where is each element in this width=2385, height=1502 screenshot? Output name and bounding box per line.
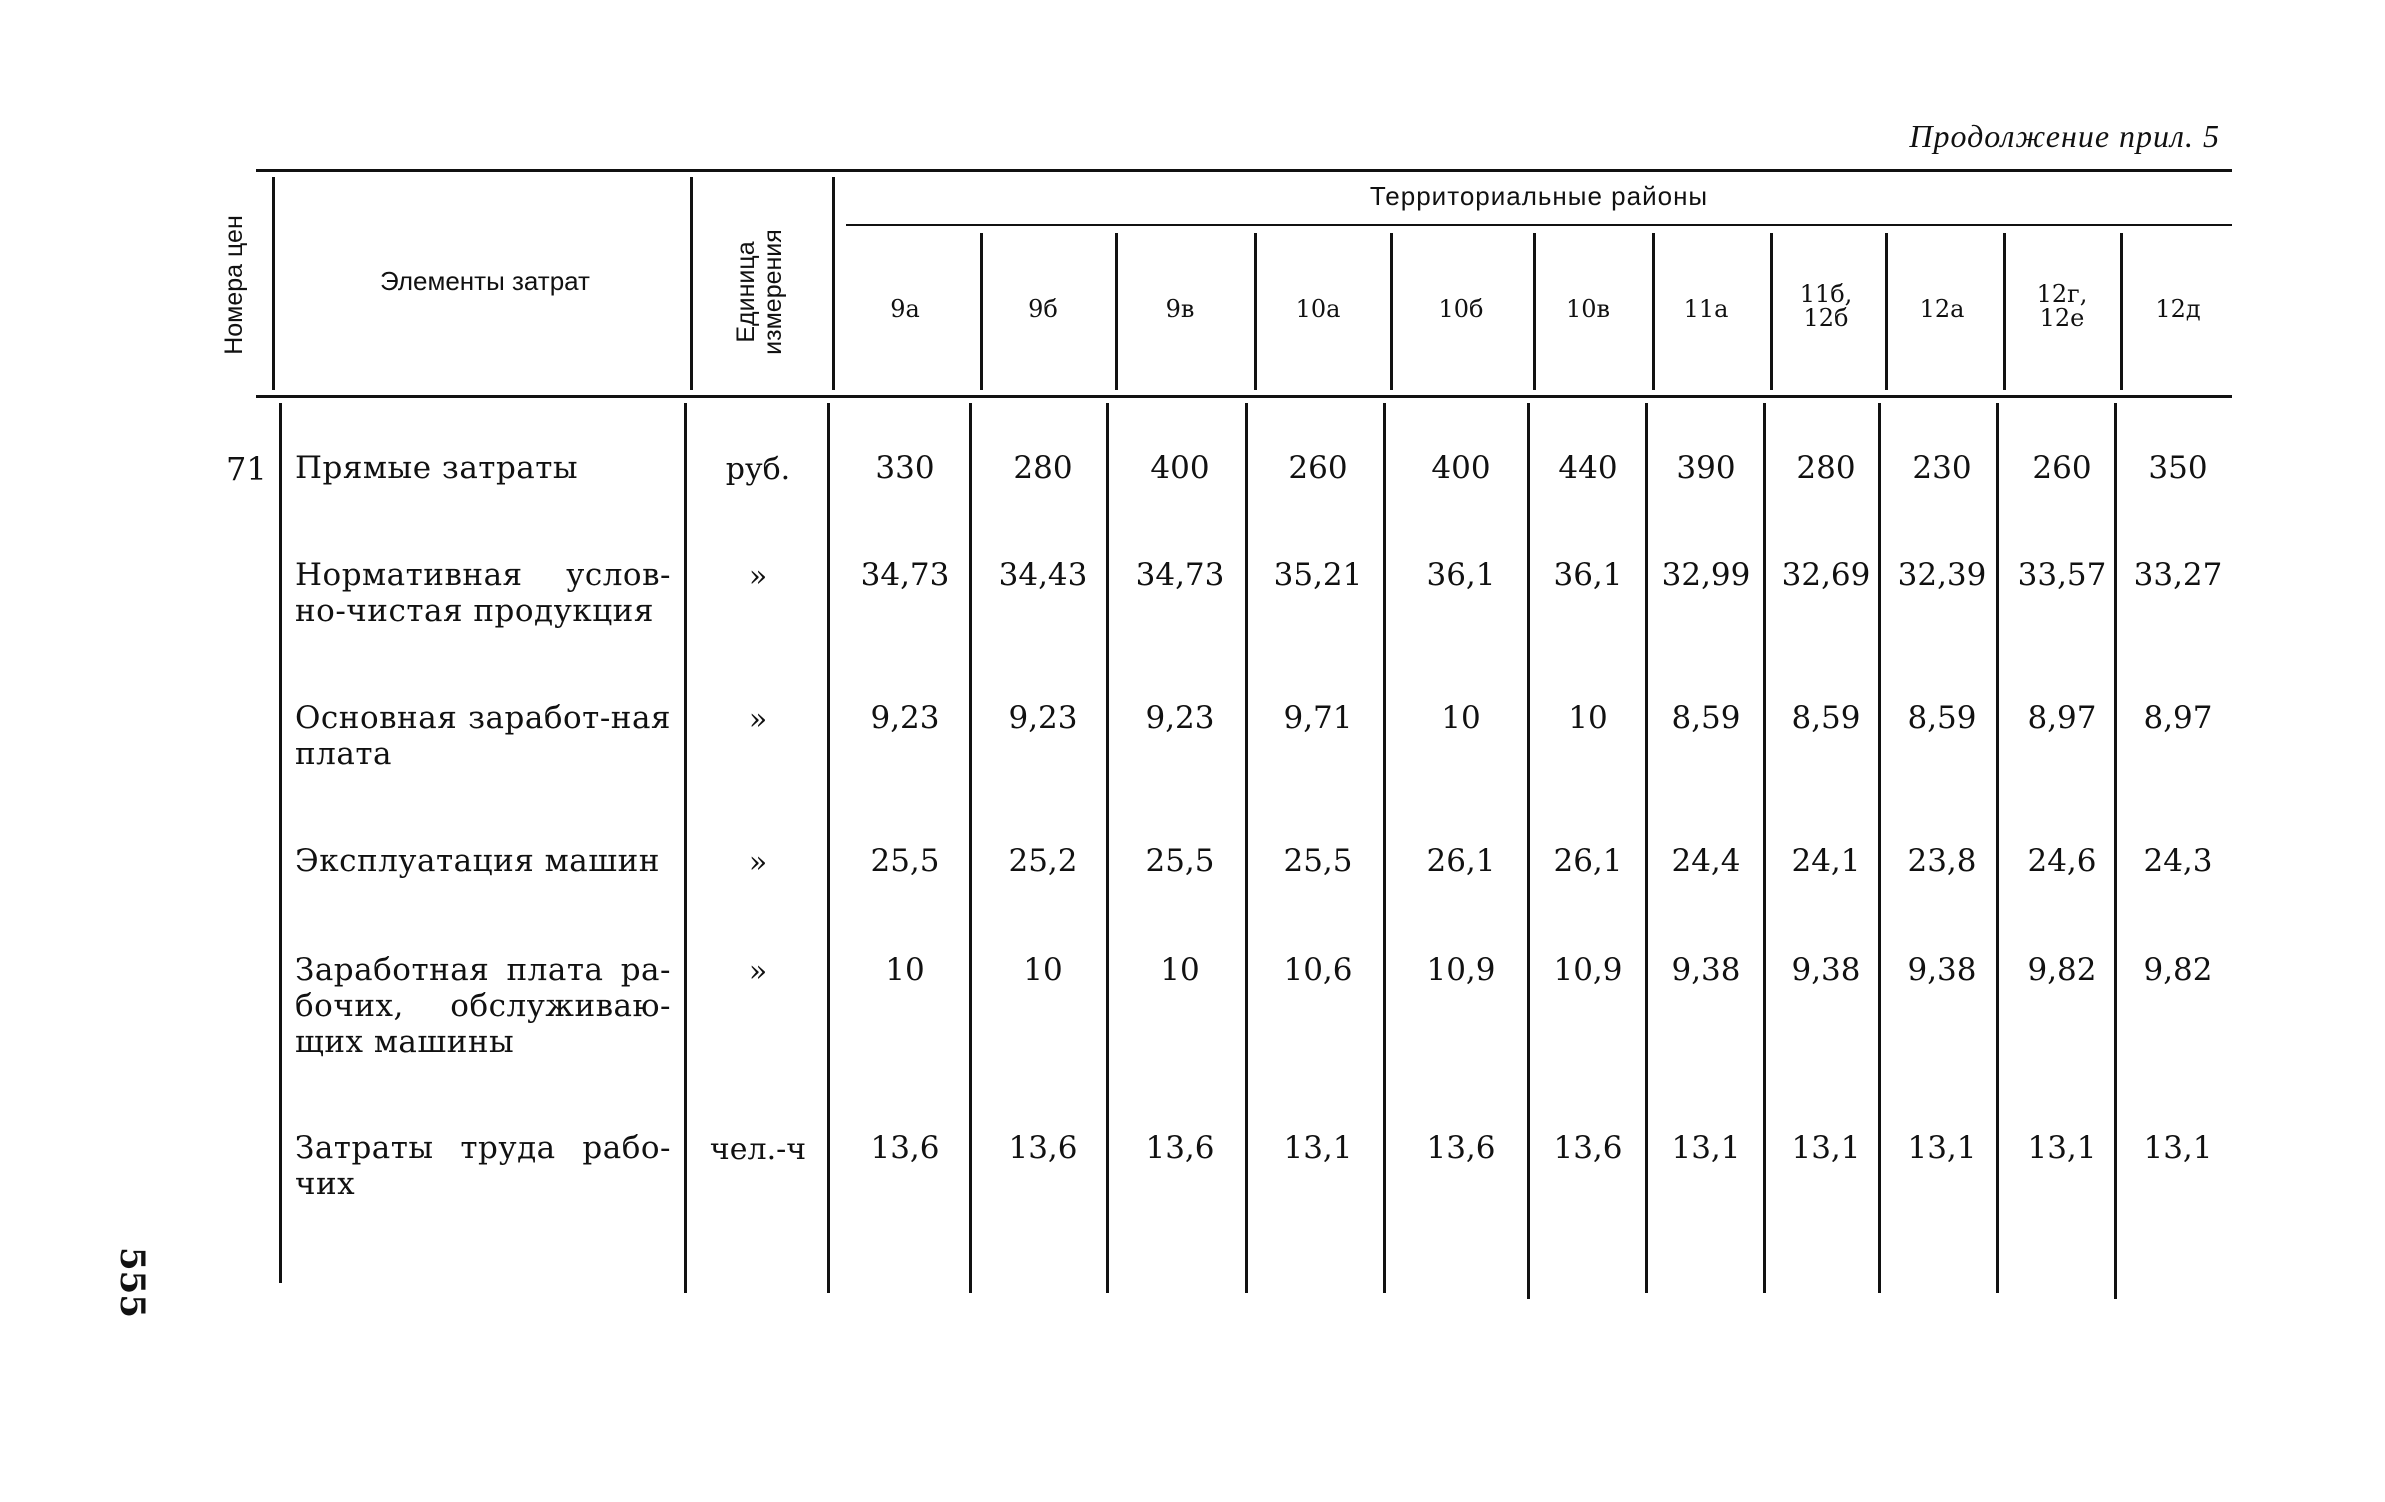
cell-value: 400	[1150, 450, 1210, 486]
cell-value: 9,38	[1791, 952, 1861, 988]
cell-value: 13,6	[870, 1130, 940, 1166]
cell-value: 260	[2032, 450, 2092, 486]
cell-value: 9,23	[1008, 700, 1078, 736]
cell-value: 34,43	[998, 557, 1088, 593]
cell-value: 9,38	[1671, 952, 1741, 988]
cell-value: 390	[1676, 450, 1736, 486]
cell-value: 33,27	[2133, 557, 2223, 593]
cell-value: 13,1	[2027, 1130, 2097, 1166]
header-regions-group: Территориальные районы	[1369, 181, 1709, 211]
cell-value: 10	[1568, 700, 1608, 736]
cell-value: 10	[1160, 952, 1200, 988]
cell-value: 26,1	[1426, 843, 1496, 879]
row-unit: »	[748, 845, 768, 880]
cell-value: 13,6	[1008, 1130, 1078, 1166]
continuation-note: Продолжение прил. 5	[1909, 118, 2220, 154]
header-cost-elements: Элементы затрат	[380, 266, 590, 296]
header-divider	[832, 177, 835, 390]
row-label: Нормативная услов-но-чистая продукция	[295, 557, 671, 629]
cell-value: 10,9	[1553, 952, 1623, 988]
row-unit: »	[748, 954, 768, 989]
cell-value: 23,8	[1907, 843, 1977, 879]
region-header: 10а	[1295, 295, 1341, 323]
row-unit: чел.-ч	[709, 1132, 807, 1167]
cell-value: 34,73	[860, 557, 950, 593]
header-divider	[272, 177, 275, 390]
body-divider	[279, 403, 282, 1283]
header-unit-line2: измерения	[759, 229, 787, 355]
header-unit-line1: Единица	[732, 241, 760, 343]
cell-value: 280	[1796, 450, 1856, 486]
region-header: 12г, 12е	[2036, 280, 2088, 332]
cell-value: 10,9	[1426, 952, 1496, 988]
body-divider	[1383, 403, 1386, 1293]
cell-value: 13,6	[1145, 1130, 1215, 1166]
cell-value: 400	[1431, 450, 1491, 486]
cell-value: 230	[1912, 450, 1972, 486]
cell-value: 32,39	[1897, 557, 1987, 593]
regions-group-rule	[846, 224, 2232, 226]
region-header: 10б	[1438, 295, 1484, 323]
header-unit	[733, 192, 789, 392]
cell-value: 9,38	[1907, 952, 1977, 988]
cell-value: 10,6	[1283, 952, 1353, 988]
cell-value: 10	[1023, 952, 1063, 988]
cell-value: 8,59	[1671, 700, 1741, 736]
cell-value: 25,5	[1283, 843, 1353, 879]
row-unit: »	[748, 702, 768, 737]
cell-value: 350	[2148, 450, 2208, 486]
header-divider	[1115, 233, 1118, 390]
cell-value: 24,1	[1791, 843, 1861, 879]
region-header: 9в	[1165, 295, 1195, 323]
cell-value: 24,3	[2143, 843, 2213, 879]
header-price-number: Номера цен	[220, 215, 248, 355]
row-label: Эксплуатация машин	[295, 843, 660, 879]
cell-value: 13,1	[1283, 1130, 1353, 1166]
cell-value: 13,6	[1553, 1130, 1623, 1166]
cell-value: 32,69	[1781, 557, 1871, 593]
cell-value: 10	[1441, 700, 1481, 736]
cell-value: 13,1	[2143, 1130, 2213, 1166]
cell-value: 25,5	[870, 843, 940, 879]
cell-value: 13,6	[1426, 1130, 1496, 1166]
header-bottom-rule	[256, 395, 2232, 398]
cell-value: 8,59	[1907, 700, 1977, 736]
cell-value: 36,1	[1553, 557, 1623, 593]
cell-value: 8,97	[2027, 700, 2097, 736]
cell-value: 260	[1288, 450, 1348, 486]
row-label: Заработная плата ра-бочих, обслуживаю-щих машины	[295, 952, 671, 1060]
header-divider	[1390, 233, 1393, 390]
cell-value: 9,23	[1145, 700, 1215, 736]
region-header: 11а	[1683, 295, 1729, 323]
cell-value: 25,5	[1145, 843, 1215, 879]
cell-value: 10	[885, 952, 925, 988]
cell-value: 33,57	[2017, 557, 2107, 593]
cell-value: 24,4	[1671, 843, 1741, 879]
cell-value: 13,1	[1907, 1130, 1977, 1166]
region-header: 10в	[1565, 295, 1611, 323]
region-header: 9б	[1028, 295, 1058, 323]
cell-value: 8,97	[2143, 700, 2213, 736]
header-divider	[690, 177, 693, 390]
cell-value: 32,99	[1661, 557, 1751, 593]
cell-value: 25,2	[1008, 843, 1078, 879]
cell-value: 9,82	[2027, 952, 2097, 988]
cell-value: 280	[1013, 450, 1073, 486]
row-unit: »	[748, 559, 768, 594]
body-divider	[1245, 403, 1248, 1293]
header-divider	[1254, 233, 1257, 390]
body-divider	[1106, 403, 1109, 1293]
cell-value: 13,1	[1791, 1130, 1861, 1166]
region-header: 12д	[2155, 295, 2201, 323]
body-divider	[969, 403, 972, 1293]
cell-value: 330	[875, 450, 935, 486]
row-unit: руб.	[725, 452, 791, 487]
body-divider	[684, 403, 687, 1293]
header-divider	[980, 233, 983, 390]
region-header: 12а	[1919, 295, 1965, 323]
table-top-rule	[256, 169, 2232, 172]
cell-value: 9,82	[2143, 952, 2213, 988]
cell-value: 36,1	[1426, 557, 1496, 593]
cell-value: 9,23	[870, 700, 940, 736]
cell-value: 13,1	[1671, 1130, 1741, 1166]
row-number: 71	[226, 450, 267, 488]
cell-value: 26,1	[1553, 843, 1623, 879]
row-label: Затраты труда рабо-чих	[295, 1130, 671, 1202]
cell-value: 9,71	[1283, 700, 1353, 736]
cell-value: 24,6	[2027, 843, 2097, 879]
header-divider	[2003, 233, 2006, 390]
cell-value: 35,21	[1273, 557, 1363, 593]
page-number: 555	[112, 1247, 152, 1318]
region-header: 9а	[890, 295, 920, 323]
region-header: 11б, 12б	[1799, 280, 1853, 332]
row-label: Основная заработ-ная плата	[295, 700, 671, 772]
cell-value: 440	[1558, 450, 1618, 486]
cell-value: 8,59	[1791, 700, 1861, 736]
row-label: Прямые затраты	[295, 450, 579, 486]
cell-value: 34,73	[1135, 557, 1225, 593]
